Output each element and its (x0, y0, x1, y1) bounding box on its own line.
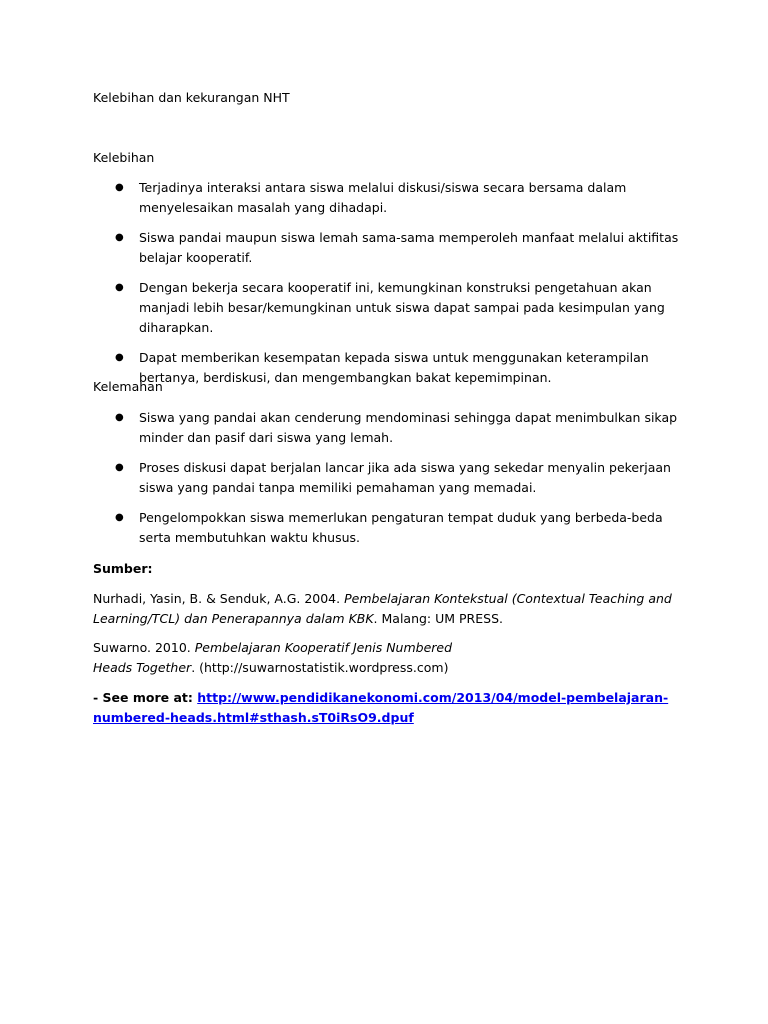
list-item-text: Siswa yang pandai akan cenderung mendominasi sehingga dapat menimbulkan sikap minder dan pasif dari siswa yang lemah. (139, 410, 678, 445)
bullet-icon: ● (115, 182, 124, 193)
reference-publisher: . Malang: UM PRESS. (373, 611, 503, 626)
bullet-icon: ● (115, 412, 124, 423)
reference-suwarno (93, 638, 473, 678)
reference-author: Suwarno. 2010. (93, 640, 191, 655)
reference-source: . (http://suwarnostatistik.wordpress.com) (191, 660, 449, 675)
reference-authors: Nurhadi, Yasin, B. & Senduk, A.G. 2004. (93, 591, 341, 606)
document-title: Kelebihan dan kekurangan NHT (93, 90, 290, 105)
bullet-icon: ● (115, 282, 124, 293)
bullet-icon: ● (115, 232, 124, 243)
list-item (93, 348, 693, 388)
kelebihan-heading: Kelebihan (93, 150, 155, 165)
reference-nurhadi (93, 589, 683, 629)
list-item-text: Dapat memberikan kesempatan kepada siswa untuk menggunakan keterampilan bertanya, berdiskusi, dan mengembangkan bakat kepemimpinan. (139, 350, 649, 385)
see-more-link[interactable]: http://www.pendidikanekonomi.com/2013/04/model-pembelajaran-numbered-heads.html#sthash.sT0iRsO9.dpuf (93, 690, 669, 725)
list-item-text: Siswa pandai maupun siswa lemah sama-sama memperoleh manfaat melalui aktifitas belajar kooperatif. (139, 230, 679, 265)
list-item (93, 278, 693, 338)
list-item-text: Dengan bekerja secara kooperatif ini, kemungkinan konstruksi pengetahuan akan manjadi lebih besar/kemungkinan untuk siswa dapat sampai pada kesimpulan yang diharapkan. (139, 280, 665, 335)
list-item (93, 508, 693, 548)
kelemahan-heading: Kelemahan (93, 379, 163, 394)
see-more-prefix: - See more at: (93, 690, 198, 705)
list-item-text: Terjadinya interaksi antara siswa melalui diskusi/siswa secara bersama dalam menyelesaikan masalah yang dihadapi. (139, 180, 627, 215)
list-item-text: Proses diskusi dapat berjalan lancar jika ada siswa yang sekedar menyalin pekerjaan siswa yang pandai tanpa memiliki pemahaman yang memadai. (139, 460, 671, 495)
sources-heading: Sumber: (93, 561, 153, 576)
bullet-icon: ● (115, 512, 124, 523)
bullet-icon: ● (115, 462, 124, 473)
list-item (93, 408, 693, 448)
list-item (93, 178, 693, 218)
list-item-text: Pengelompokkan siswa memerlukan pengaturan tempat duduk yang berbeda-beda serta membutuhkan waktu khusus. (139, 510, 663, 545)
reference-title: Pembelajaran Kooperatif Jenis Numbered Heads Together (93, 640, 453, 675)
reference-title: Pembelajaran Kontekstual (Contextual Teaching and Learning/TCL) dan Penerapannya dalam KBK (93, 591, 672, 626)
bullet-icon: ● (115, 352, 124, 363)
kelemahan-list (93, 408, 693, 558)
see-more-line (93, 688, 683, 728)
kelebihan-list (93, 178, 693, 398)
list-item (93, 458, 693, 498)
list-item (93, 228, 693, 268)
